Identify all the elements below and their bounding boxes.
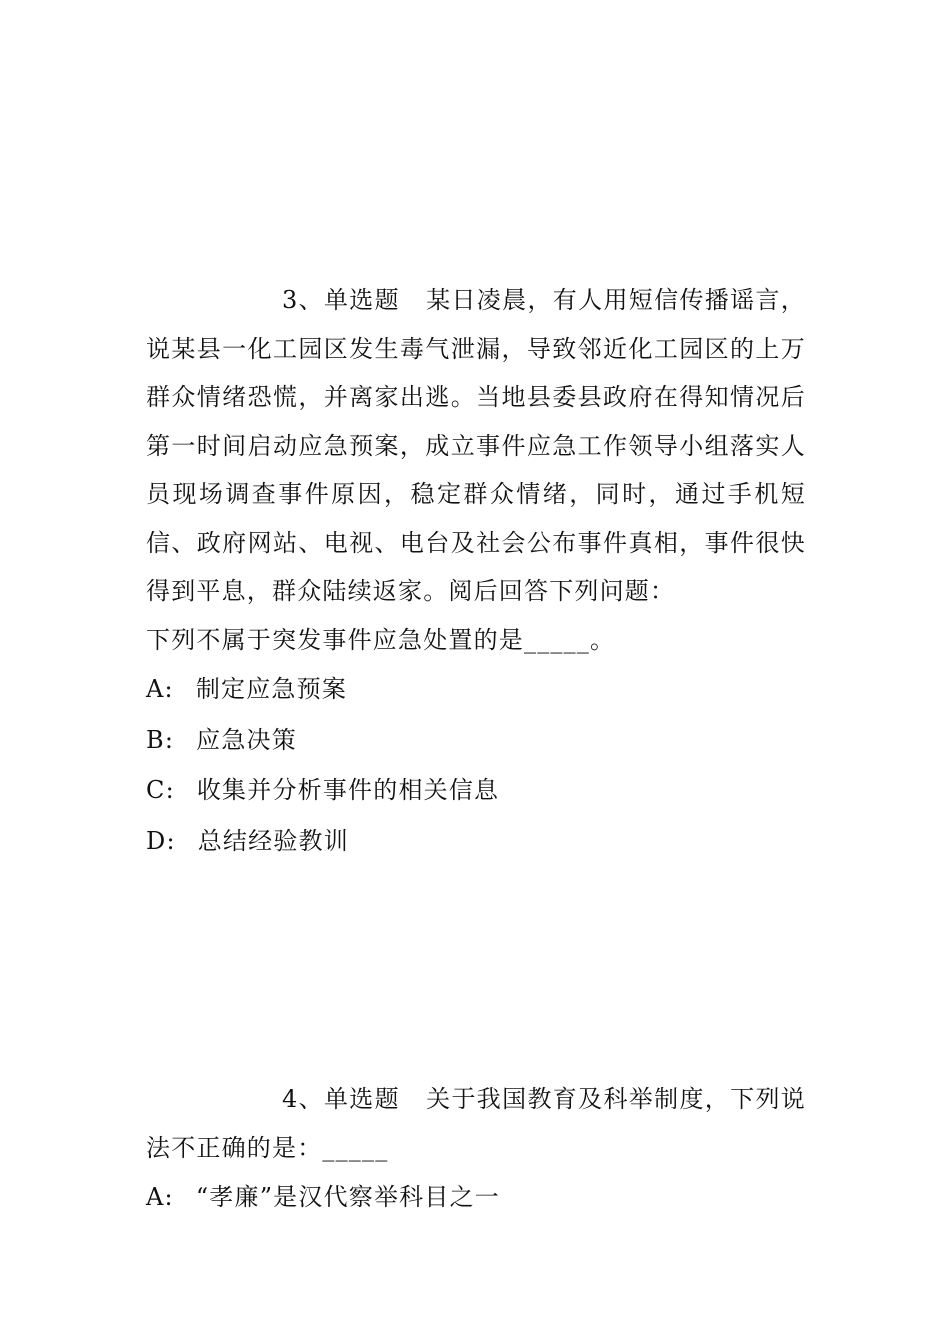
question-text: 关于我国教育及科举制度，下列说法不正确的是：_____ — [146, 1085, 807, 1162]
option-key: A: — [146, 675, 174, 703]
option-text: “孝廉”是汉代察举科目之一 — [195, 1183, 500, 1211]
question-prompt: 下列不属于突发事件应急处置的是_____。 — [146, 625, 616, 654]
option-text: 收集并分析事件的相关信息 — [196, 776, 500, 804]
option-c — [146, 765, 806, 816]
option-key: D: — [146, 826, 176, 855]
option-text: 应急决策 — [196, 725, 297, 754]
question-text: 某日凌晨，有人用短信传播谣言，说某县一化工园区发生毒气泄漏，导致邻近化工园区的上万群众情绪恐慌，并离家出逃。当地县委县政府在得知情况后第一时间启动应急预案，成立事件应急工作领导小组落实人员现场调查事件原因，稳定群众情绪，同时，通过手机短信、政府网站、电视、电台及社会公布事件真相，事件很快得到平息，群众陆续返家。阅后回答下列问题： — [146, 286, 807, 605]
question-4 — [146, 1075, 806, 1223]
question-number: 3、 — [282, 286, 324, 314]
question-stem — [146, 276, 806, 616]
option-b — [146, 715, 806, 766]
option-key: B: — [146, 725, 175, 754]
question-number: 4、 — [282, 1085, 324, 1113]
option-text: 总结经验教训 — [197, 826, 349, 855]
option-key: A: — [146, 1183, 174, 1211]
question-type: 单选题 — [323, 286, 400, 314]
option-d — [146, 816, 806, 867]
option-text: 制定应急预案 — [195, 675, 348, 703]
option-a — [146, 1172, 806, 1223]
option-key: C: — [146, 776, 175, 804]
question-3 — [146, 276, 806, 866]
option-a — [146, 664, 806, 715]
question-stem — [146, 1075, 806, 1172]
question-type: 单选题 — [323, 1085, 400, 1113]
